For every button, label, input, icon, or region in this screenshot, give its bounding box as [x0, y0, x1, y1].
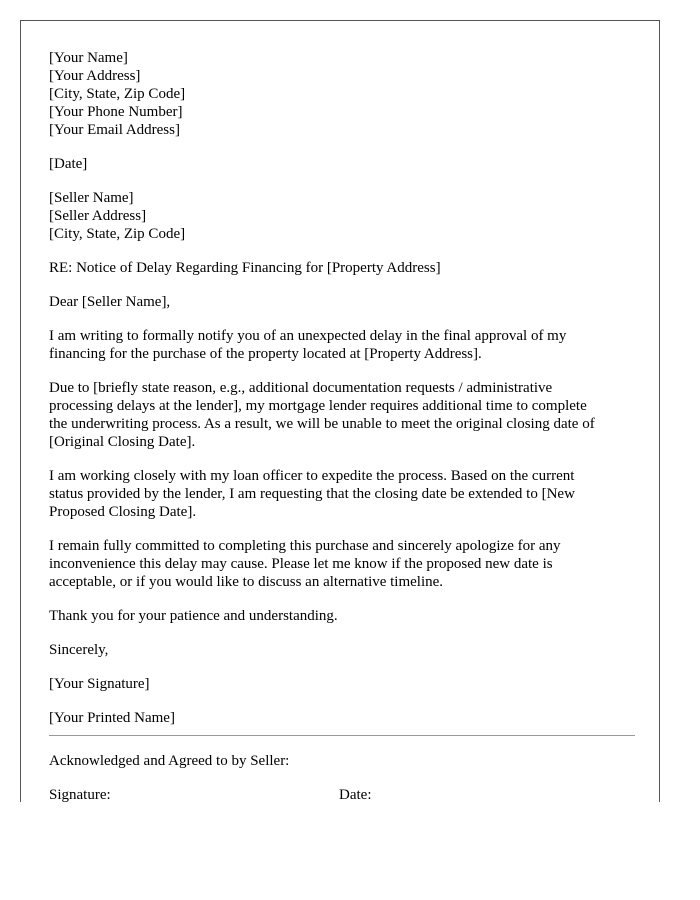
paragraph-line: I am working closely with my loan officer to expedite the process. Based on the current [49, 468, 575, 484]
salutation [49, 293, 635, 311]
sender-block [49, 49, 635, 139]
acknowledgement-block [49, 752, 635, 770]
recipient-address: [Seller Address] [49, 208, 147, 224]
printed-name-placeholder: [Your Printed Name] [49, 710, 175, 726]
sender-city-state-zip: [City, State, Zip Code] [49, 86, 186, 102]
body-paragraph-2 [49, 379, 635, 451]
paragraph-line: Proposed Closing Date]. [49, 504, 197, 520]
salutation-text: Dear [Seller Name], [49, 294, 171, 310]
body-paragraph-1 [49, 327, 635, 363]
sender-name: [Your Name] [49, 50, 128, 66]
printed-name-block [49, 709, 635, 727]
paragraph-line: processing delays at the lender], my mortgage lender requires additional time to complete [49, 398, 587, 414]
sender-email: [Your Email Address] [49, 122, 180, 138]
paragraph-line: status provided by the lender, I am requesting that the closing date be extended to [New [49, 486, 575, 502]
date-block [49, 155, 635, 173]
paragraph-line: acceptable, or if you would like to discuss an alternative timeline. [49, 574, 444, 590]
paragraph-line: I am writing to formally notify you of an unexpected delay in the final approval of my [49, 328, 567, 344]
closing [49, 641, 635, 659]
signature-placeholder: [Your Signature] [49, 676, 150, 692]
paragraph-line: the underwriting process. As a result, we will be unable to meet the original closing date of [49, 416, 595, 432]
body-paragraph-5 [49, 607, 635, 625]
recipient-name: [Seller Name] [49, 190, 134, 206]
paragraph-line: Due to [briefly state reason, e.g., additional documentation requests / administrative [49, 380, 553, 396]
paragraph-line: financing for the purchase of the property located at [Property Address]. [49, 346, 482, 362]
sender-phone: [Your Phone Number] [49, 104, 183, 120]
body-paragraph-3 [49, 467, 635, 521]
seller-signature-label: Signature: [49, 787, 111, 802]
closing-text: Sincerely, [49, 642, 109, 658]
subject-line [49, 259, 635, 277]
subject-text: RE: Notice of Delay Regarding Financing for [Property Address] [49, 260, 441, 276]
signature-block [49, 675, 635, 693]
paragraph-line: I remain fully committed to completing this purchase and sincerely apologize for any [49, 538, 561, 554]
seller-date-label: Date: [339, 787, 372, 802]
letter-page [20, 20, 660, 802]
sender-address: [Your Address] [49, 68, 141, 84]
paragraph-line: [Original Closing Date]. [49, 434, 196, 450]
seller-signature-row [49, 786, 635, 802]
letter-content [49, 49, 635, 802]
recipient-city-state-zip: [City, State, Zip Code] [49, 226, 186, 242]
section-divider [49, 735, 635, 736]
letter-date: [Date] [49, 156, 88, 172]
recipient-block [49, 189, 635, 243]
body-paragraph-4 [49, 537, 635, 591]
acknowledgement-heading: Acknowledged and Agreed to by Seller: [49, 753, 290, 769]
paragraph-line: Thank you for your patience and understanding. [49, 608, 338, 624]
paragraph-line: inconvenience this delay may cause. Please let me know if the proposed new date is [49, 556, 553, 572]
